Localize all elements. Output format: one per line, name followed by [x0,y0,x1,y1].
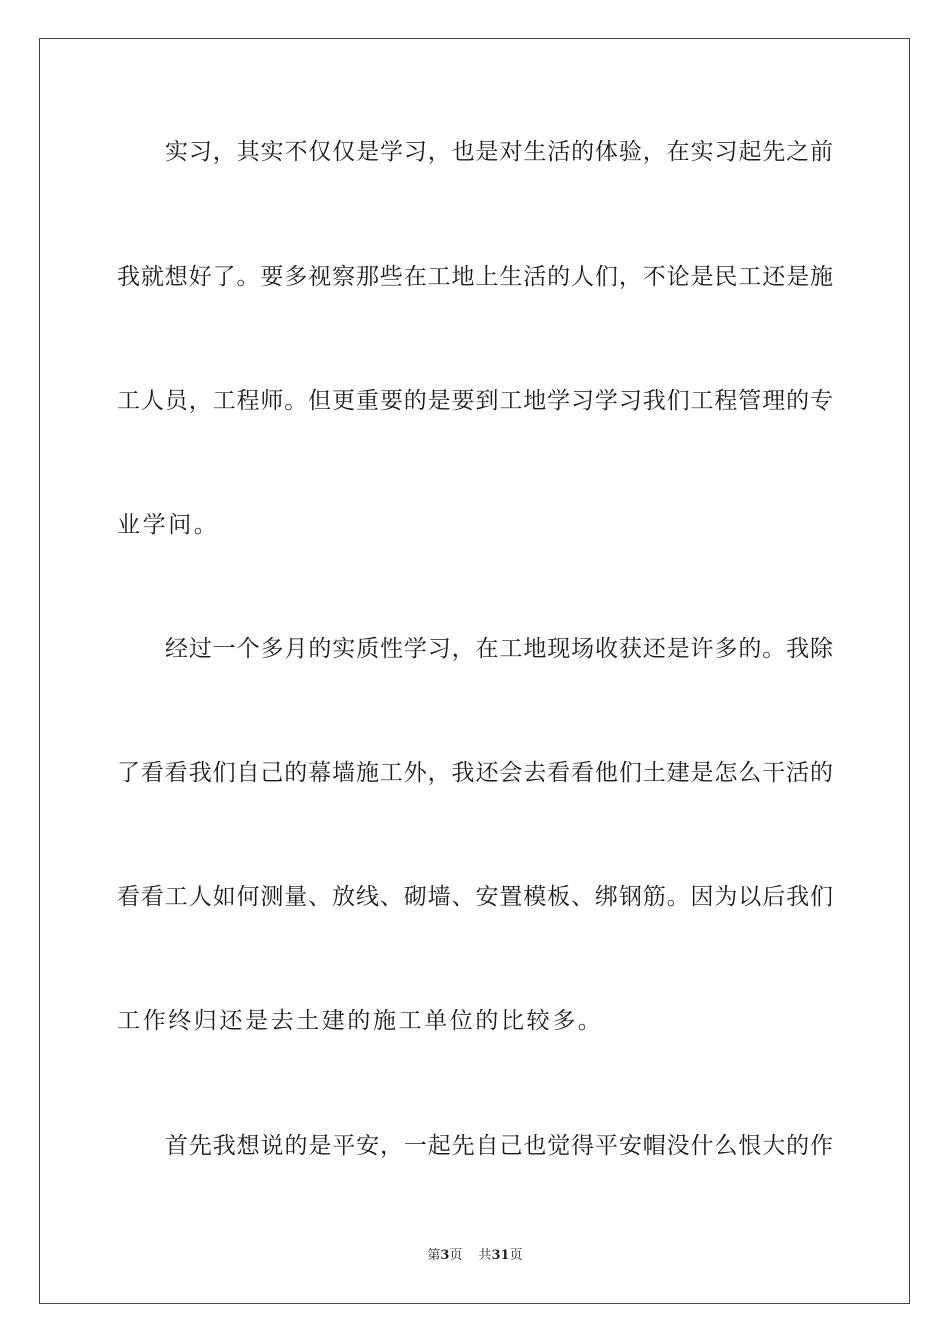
paragraph-2-line-3: 看看工人如何测量、放线、砌墙、安置模板、绑钢筋。因为以后我们 [117,884,833,910]
page-suffix: 页 [449,1248,463,1263]
paragraph-1-line-4: 业学问。 [117,512,220,538]
paragraph-3-line-1: 首先我想说的是平安，一起先自己也觉得平安帽没什么恨大的作 [165,1133,833,1159]
paragraph-2-line-1: 经过一个多月的实质性学习，在工地现场收获还是许多的。我除 [165,636,833,662]
paragraph-1-line-1: 实习，其实不仅仅是学习，也是对生活的体验，在实习起先之前 [165,139,833,165]
current-page-number: 3 [440,1248,450,1263]
total-suffix: 页 [509,1248,523,1263]
paragraph-2-line-2: 了看看我们自己的幕墙施工外，我还会去看看他们土建是怎么干活的 [117,760,833,786]
total-pages-label [478,1248,522,1264]
page-footer [0,1248,950,1264]
page-prefix: 第 [427,1248,441,1263]
page-number-label [427,1248,462,1264]
paragraph-2-line-4: 工作终归还是去土建的施工单位的比较多。 [117,1008,604,1034]
paragraph-1-line-2: 我就想好了。要多视察那些在工地上生活的人们，不论是民工还是施 [117,264,833,290]
total-page-count: 31 [491,1248,510,1263]
paragraph-1-line-3: 工人员，工程师。但更重要的是要到工地学习学习我们工程管理的专 [117,388,833,414]
total-prefix: 共 [478,1248,492,1263]
page-border [39,38,910,1304]
